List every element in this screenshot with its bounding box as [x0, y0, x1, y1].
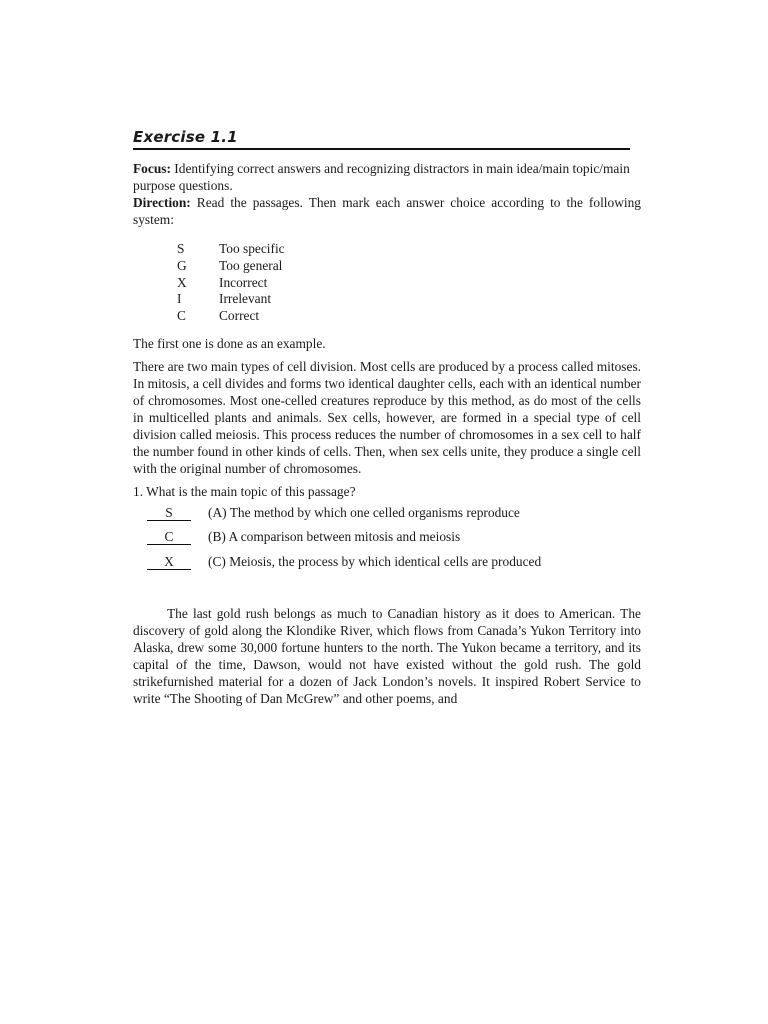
legend-code: C [177, 308, 186, 324]
legend-meaning: Correct [219, 308, 260, 324]
legend-meaning: Incorrect [219, 274, 268, 290]
question-1: 1. What is the main topic of this passage? [133, 483, 356, 499]
legend-meaning: Too specific [219, 241, 285, 256]
answer-choice [133, 505, 641, 530]
legend-item [177, 241, 641, 258]
legend-meaning: Too general [219, 257, 283, 273]
legend-code: G [177, 257, 187, 273]
answer-choice [133, 554, 641, 579]
legend-code: S [177, 241, 185, 256]
focus-paragraph [133, 160, 641, 194]
focus-text: Identifying correct answers and recognizing distractors in main idea/main topic/main purpose questions. [133, 161, 630, 193]
answer-mark-blank[interactable]: C [147, 530, 191, 545]
legend-item [177, 308, 641, 325]
passage-cell-division: There are two main types of cell division. Most cells are produced by a process called mitoses. In mitosis, a cell divides and forms two identical daughter cells, each with an identical number of chromosomes. Most one-celled creatures reproduce by this method, as do most of the cells in multicelled plants and animals. Sex cells, however, are formed in a special type of cell division called meiosis. This process reduces the number of chromosomes in a sex cell to half the number found in other kinds of cells. Then, when sex cells unite, they produce a single cell with the original number of chromosomes. [133, 358, 641, 476]
exercise-page [133, 128, 641, 707]
passage-gold-rush: The last gold rush belongs as much to Canadian history as it does to American. The discovery of gold along the Klondike River, which flows from Canada’s Yukon Territory into Alaska, drew some 30,000 fortune hunters to the north. The Yukon became a territory, and its capital of the time, Dawson, would not have existed without the gold rush. The gold strikefurnished material for a dozen of Jack London’s novels. It inspired Robert Service to write “The Shooting of Dan McGrew” and other poems, and [133, 606, 641, 707]
answer-mark-blank[interactable]: X [147, 555, 191, 570]
legend-meaning: Irrelevant [219, 291, 272, 307]
focus-label: Focus: [133, 161, 171, 176]
exercise-title: Exercise 1.1 [133, 128, 630, 150]
example-intro: The first one is done as an example. [133, 335, 326, 351]
legend-item [177, 291, 641, 308]
answer-choice [133, 529, 641, 554]
answer-mark-blank[interactable]: S [147, 506, 191, 521]
legend-item [177, 275, 641, 292]
answer-text: (A) The method by which one celled organisms reproduce [208, 504, 520, 520]
direction-label: Direction: [133, 195, 191, 210]
legend-item [177, 258, 641, 275]
answer-text: (B) A comparison between mitosis and meiosis [208, 529, 461, 545]
direction-text: Read the passages. Then mark each answer choice according to the following system: [133, 195, 641, 227]
legend-code: I [177, 291, 182, 307]
answer-text: (C) Meiosis, the process by which identical cells are produced [208, 553, 542, 569]
legend-code: X [177, 274, 187, 290]
answer-list [133, 505, 641, 579]
marking-legend [177, 241, 641, 325]
direction-paragraph [133, 194, 641, 228]
